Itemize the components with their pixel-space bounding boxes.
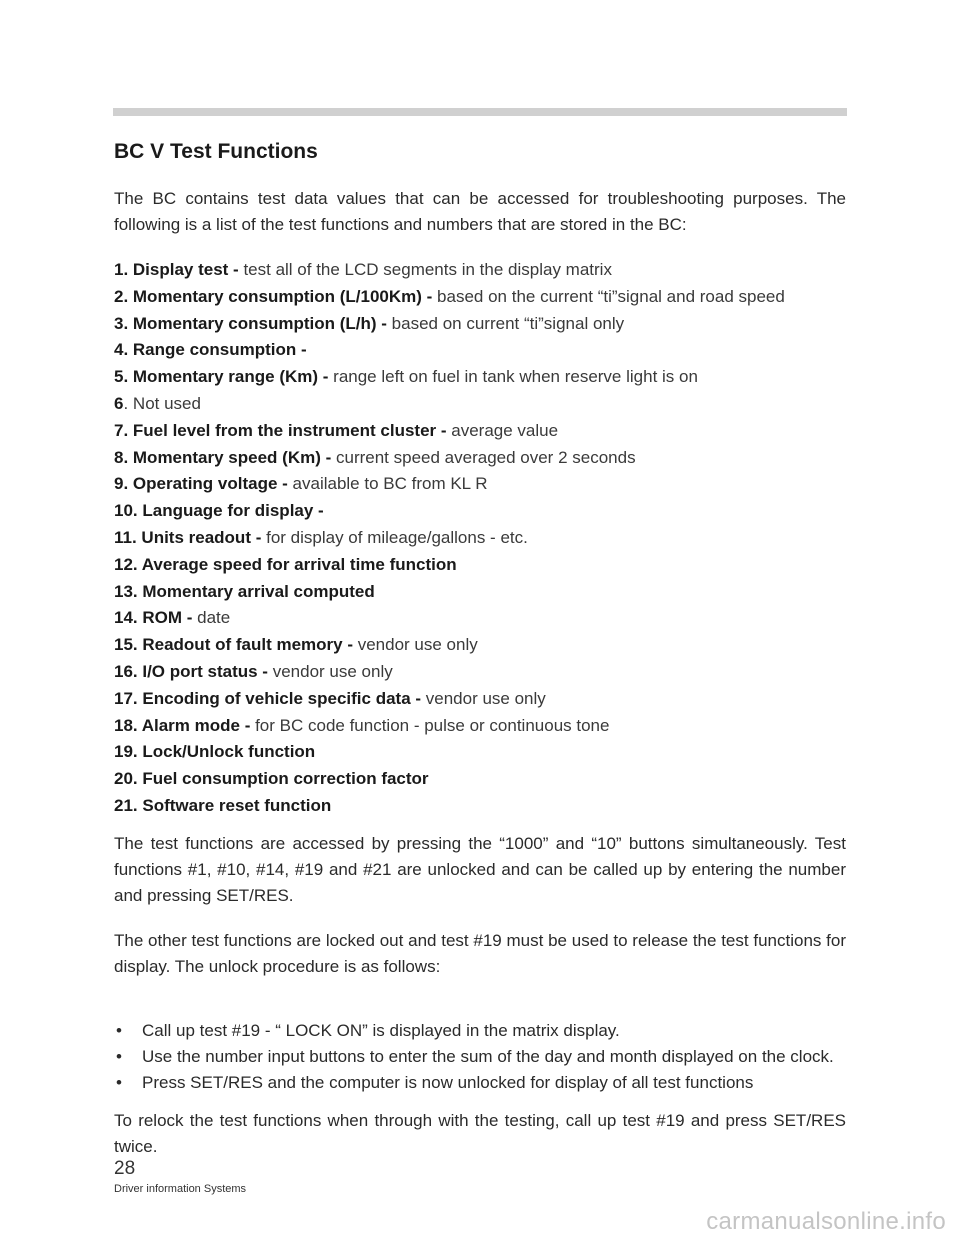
test-desc: available to BC from KL R <box>287 474 488 494</box>
test-term: 11. Units readout - <box>114 527 262 547</box>
test-desc: based on the current “ti”signal and road speed <box>432 286 785 306</box>
page-number: 28 <box>114 1158 136 1179</box>
list-item <box>114 391 854 418</box>
test-term: 6 <box>114 393 124 413</box>
test-term: 21. Software reset function <box>114 795 332 815</box>
test-term: 8. Momentary speed (Km) - <box>114 447 332 467</box>
test-desc: range left on fuel in tank when reserve light is on <box>328 367 698 387</box>
test-term: 13. Momentary arrival computed <box>114 581 375 601</box>
test-term: 4. Range consumption - <box>114 340 307 360</box>
test-term: 1. Display test - <box>114 260 239 279</box>
footer-title: Driver information Systems <box>114 1183 247 1195</box>
test-term: 19. Lock/Unlock function <box>114 742 316 762</box>
test-desc: vendor use only <box>267 661 393 681</box>
list-item <box>114 793 854 820</box>
list-item <box>114 739 854 766</box>
test-term: 17. Encoding of vehicle specific data - <box>114 688 422 708</box>
page-title: BC V Test Functions <box>114 140 318 163</box>
bullet-text: Use the number input buttons to enter the sum of the day and month displayed on the clock. <box>142 1047 834 1066</box>
test-term: 3. Momentary consumption (L/h) - <box>114 313 387 333</box>
list-item <box>114 766 854 793</box>
test-desc: test all of the LCD segments in the display matrix <box>238 260 612 279</box>
test-term: 16. I/O port status - <box>114 661 268 681</box>
list-item <box>114 364 854 391</box>
access-paragraph: The test functions are accessed by pressing the “1000” and “10” buttons simultaneously. Test functions #1, #10, #14, #19 and #21 are unlocked and can be called up by entering the number and pressing SET/RES. <box>114 834 846 905</box>
list-item <box>114 471 854 498</box>
test-desc: vendor use only <box>421 688 546 708</box>
test-term: 10. Language for display - <box>114 501 324 521</box>
bullet-text: Call up test #19 - “ LOCK ON” is displayed in the matrix display. <box>142 1021 620 1040</box>
list-item <box>114 525 854 552</box>
list-item <box>114 579 854 606</box>
list-item <box>114 284 854 311</box>
test-function-list <box>114 257 854 820</box>
list-item <box>114 1044 846 1070</box>
test-desc: vendor use only <box>352 635 478 655</box>
list-item <box>114 1070 846 1096</box>
bullet-icon: • <box>116 1047 122 1066</box>
test-term: 12. Average speed for arrival time function <box>114 554 457 574</box>
test-term: 5. Momentary range (Km) - <box>114 367 329 387</box>
watermark: carmanualsonline.info <box>706 1208 946 1235</box>
unlock-paragraph: The other test functions are locked out and test #19 must be used to release the test functions for display. The unlock procedure is as follows: <box>114 931 846 976</box>
list-item <box>114 257 854 284</box>
test-term: 9. Operating voltage - <box>114 474 288 494</box>
test-desc: based on current “ti”signal only <box>386 313 625 333</box>
test-desc: date <box>192 608 231 628</box>
list-item <box>114 418 854 445</box>
intro-paragraph: The BC contains test data values that can be accessed for troubleshooting purposes. The following is a list of the test functions and numbers that are stored in the BC: <box>114 189 846 234</box>
list-item <box>114 686 854 713</box>
test-term: 2. Momentary consumption (L/100Km) - <box>114 286 433 306</box>
test-term: 14. ROM - <box>114 608 193 628</box>
test-desc: . Not used <box>123 393 201 413</box>
list-item <box>114 552 854 579</box>
relock-paragraph: To relock the test functions when through with the testing, call up test #19 and press SET/RES twice. <box>114 1111 846 1156</box>
test-term: 7. Fuel level from the instrument cluster - <box>114 420 447 440</box>
list-item <box>114 311 854 338</box>
list-item <box>114 605 854 632</box>
bullet-icon: • <box>116 1021 122 1040</box>
test-term: 18. Alarm mode - <box>114 715 251 735</box>
test-desc: for BC code function - pulse or continuous tone <box>250 715 610 735</box>
list-item <box>114 498 854 525</box>
test-desc: for display of mileage/gallons - etc. <box>261 527 528 547</box>
header-rule <box>113 108 847 116</box>
test-desc: average value <box>446 420 559 440</box>
list-item <box>114 1018 846 1044</box>
bullet-icon: • <box>116 1073 122 1092</box>
unlock-steps-list <box>114 1018 846 1096</box>
list-item <box>114 632 854 659</box>
test-term: 20. Fuel consumption correction factor <box>114 769 429 789</box>
list-item <box>114 445 854 472</box>
test-term: 15. Readout of fault memory - <box>114 635 353 655</box>
list-item <box>114 713 854 740</box>
list-item <box>114 659 854 686</box>
list-item <box>114 337 854 364</box>
bullet-text: Press SET/RES and the computer is now unlocked for display of all test functions <box>142 1073 754 1092</box>
test-desc: current speed averaged over 2 seconds <box>331 447 636 467</box>
